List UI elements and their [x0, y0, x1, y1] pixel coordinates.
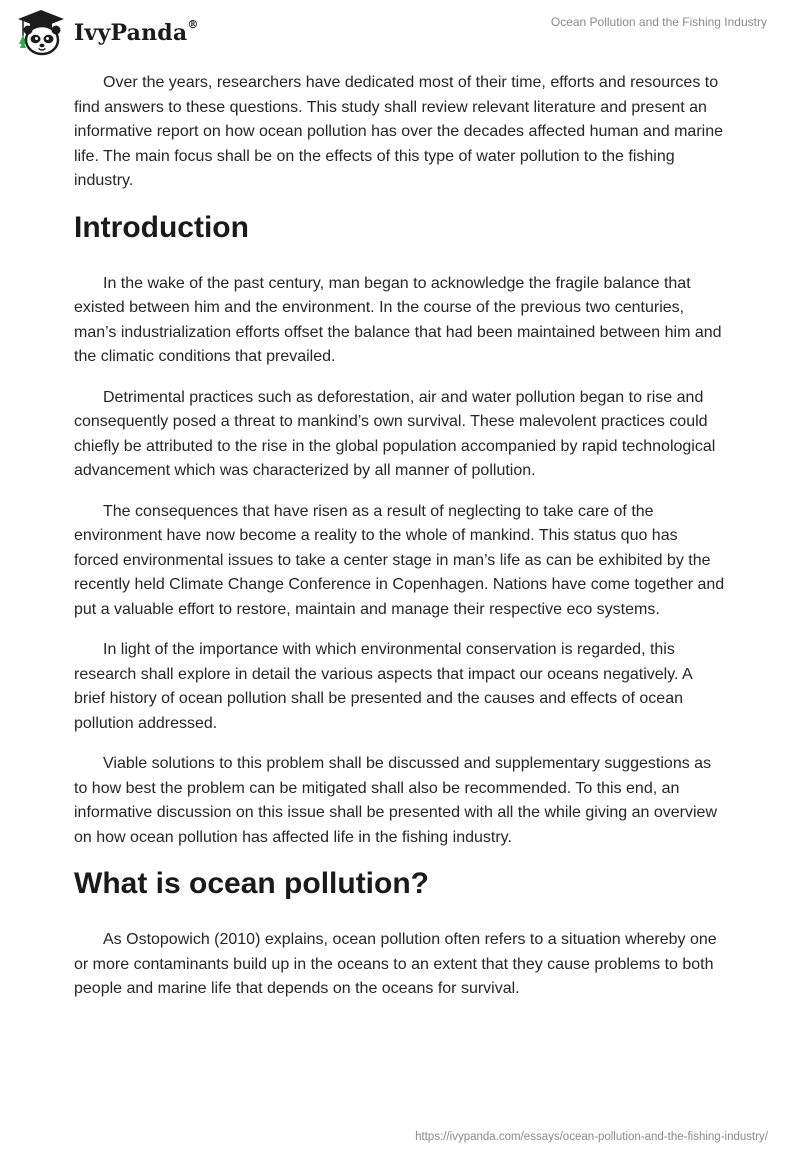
ivypanda-logo[interactable]: [14, 8, 199, 58]
source-url[interactable]: https://ivypanda.com/essays/ocean-pollution-and-the-fishing-industry/: [415, 1131, 768, 1143]
paragraph: In the wake of the past century, man began to acknowledge the fragile balance that existed between him and the environment. In the course of the previous two centuries, man’s industrialization efforts offset the balance that had been maintained between him and the climatic conditions that prevailed.: [74, 274, 722, 365]
paragraph: The consequences that have risen as a result of neglecting to take care of the environment have now become a reality to the whole of mankind. This status quo has forced environmental issues to take a center stage in man’s life as can be exhibited by the recently held Climate Change Conference in Copenhagen. Nations have come together and put a valuable effort to restore, maintain and manage their respective eco systems.: [74, 502, 725, 618]
panda-mascot-icon: [14, 8, 68, 58]
section-heading-introduction: Introduction: [74, 210, 249, 244]
running-title: Ocean Pollution and the Fishing Industry: [550, 15, 767, 29]
paragraph: In light of the importance with which environmental conservation is regarded, this research shall explore in detail the various aspects that impact our oceans negatively. A brief history of ocean pollution shall be presented and the causes and effects of ocean pollution addressed.: [74, 641, 692, 732]
page-header: [0, 0, 800, 60]
essay-body: [74, 71, 726, 1018]
brand-name: IvyPanda®: [74, 18, 199, 46]
paragraph: Viable solutions to this problem shall be discussed and supplementary suggestions as to how best the problem can be mitigated shall also be recommended. To this end, an informative discussion on this issue shall be presented with all the while giving an overview on how ocean pollution has affected life in the fishing industry.: [74, 755, 717, 846]
paragraph: As Ostopowich (2010) explains, ocean pollution often refers to a situation whereby one or more contaminants build up in the oceans to an extent that they cause problems to both people and marine life that depends on the oceans for survival.: [74, 931, 717, 997]
paragraph: Over the years, researchers have dedicated most of their time, efforts and resources to find answers to these questions. This study shall review relevant literature and present an informative report on how ocean pollution has over the decades affected human and marine life. The main focus shall be on the effects of this type of water pollution to the fishing industry.: [74, 74, 723, 189]
section-heading-what-is-ocean-pollution: What is ocean pollution?: [74, 867, 429, 900]
paragraph: Detrimental practices such as deforestation, air and water pollution began to rise and consequently posed a threat to mankind’s own survival. These malevolent practices could chiefly be attributed to the rise in the global population accompanied by rapid technological advancement which was characterized by all manner of pollution.: [74, 388, 716, 479]
